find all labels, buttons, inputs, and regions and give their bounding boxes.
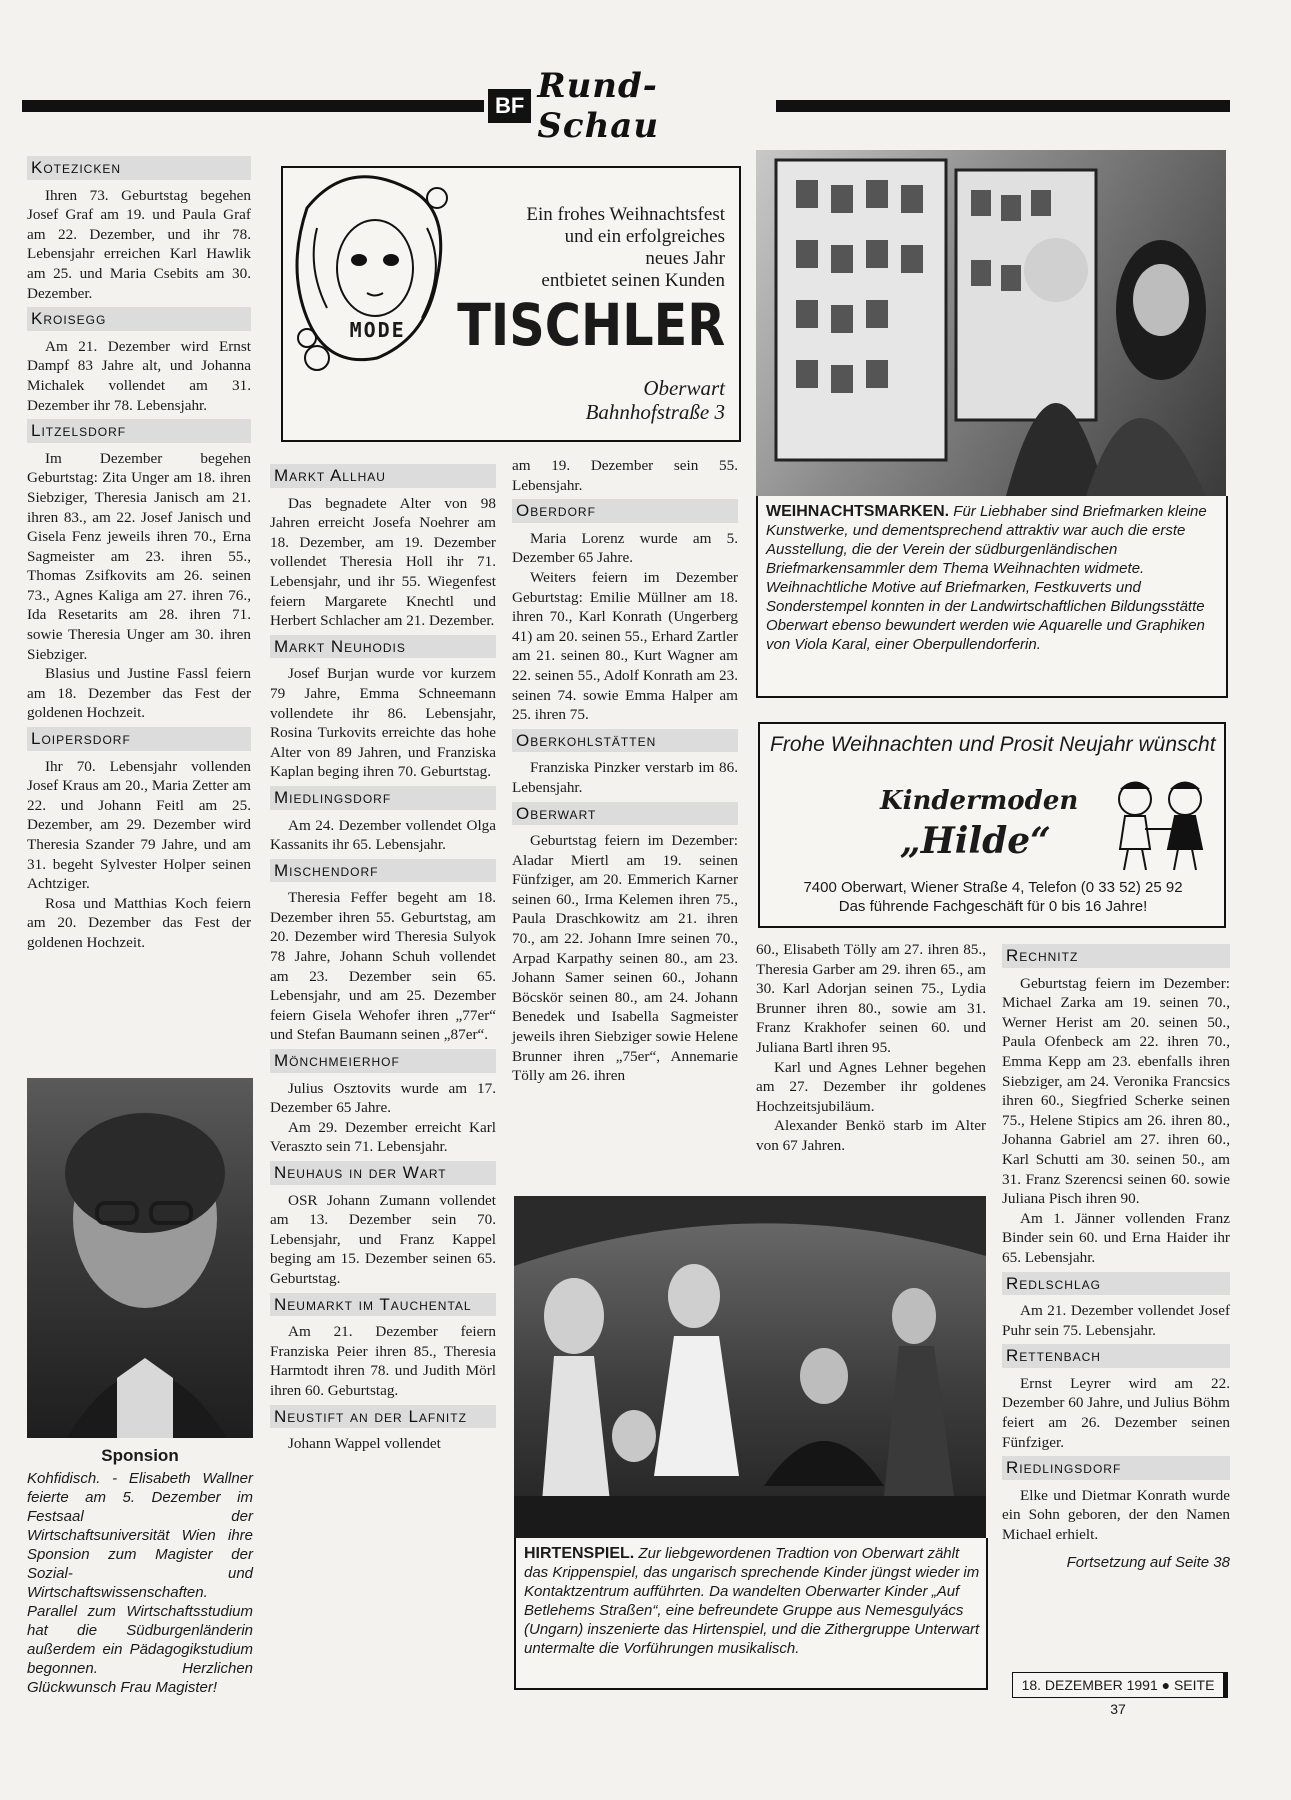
section-text: Franziska Pinzker verstarb im 86. Lebensjahr. <box>512 759 738 796</box>
caption-text: Zur liebgewordenen Tradtion von Oberwart zählt das Krippenspiel, das ungarisch sprechende Kinder jüngst wieder im Kontaktzentrum aufführten. Da wandelten Oberwarter Kinder „Auf Betlehems Straßen“, eine befreundete Gruppe aus Nemesgulyács (Ungarn) inszenierte das Hirtenspiel, und die Zithergruppe Unterwart untermalte die Vorführungen musikalisch. <box>524 1545 980 1657</box>
section-head: Loipersdorf <box>27 727 251 751</box>
section-head: Oberwart <box>512 802 738 826</box>
stamp-exhibition-illustration <box>756 150 1226 496</box>
ad1-brand-name: TISCHLER <box>457 291 725 359</box>
caption-lead: WEIHNACHTSMARKEN. <box>766 503 950 520</box>
section-text: Ihr 70. Lebensjahr vollenden Josef Kraus am 20., Maria Zetter am 22. und Johann Feitl am 25. Dezember, am 29. Dezember wird Theresia Szander 79 Jahre, und am 31. begeht Sylvester Holper seinen Achtziger. <box>27 757 251 893</box>
section-text: Theresia Feffer begeht am 18. Dezember ihren 55. Geburtstag, am 20. Dezember wird Theresia Sulyok 78 Jahre, Johann Schuh vollendet am 23. Dezember sein 65. Lebensjahr, und am 25. Dezember feiern Gisela Wehofer ihren „77er“ und Stefan Baumann seinen „87er“. <box>270 889 496 1044</box>
ad2-brand-line2: „Hilde“ <box>900 820 1051 862</box>
page-footer <box>1012 1672 1228 1717</box>
continuation-note: Fortsetzung auf Seite 38 <box>1066 1553 1230 1571</box>
section-text: Julius Osztovits wurde am 17. Dezember 65 Jahre. <box>270 1079 496 1117</box>
section-head: Litzelsdorf <box>27 419 251 443</box>
masthead-rule-left <box>22 100 484 112</box>
sponsion-caption <box>27 1446 253 1697</box>
section-text: Josef Burjan wurde vor kurzem 79 Jahre, Emma Schneemann vollendete ihr 86. Lebensjahr, Rosina Turkovits erreichte das hohe Alter von 89 Jahren, und Franziska Kaplan beging ihren 70. Geburtstag. <box>270 665 496 781</box>
section-text: Am 21. Dezember feiern Franziska Peier ihren 85., Theresia Harmtodt ihren 78. und Judith Mörl ihren 60. Geburtstag. <box>270 1323 496 1399</box>
ad2-address: 7400 Oberwart, Wiener Straße 4, Telefon (0 33 52) 25 92 <box>803 879 1183 896</box>
section-text: OSR Johann Zumann vollendet am 13. Dezember sein 70. Lebensjahr, und Franz Kappel beging am 15. Dezember seinen 65. Geburtstag. <box>270 1191 496 1287</box>
ad1-street: Bahnhofstraße 3 <box>585 400 725 424</box>
section-text: Am 21. Dezember vollendet Josef Puhr sein 75. Lebensjahr. <box>1002 1302 1230 1339</box>
ad1-city: Oberwart <box>643 376 725 400</box>
page-footer-text: 18. DEZEMBER 1991 ● SEITE 37 <box>1021 1677 1215 1717</box>
section-head: Rettenbach <box>1002 1344 1230 1368</box>
masthead-logo: BF <box>488 89 531 123</box>
section-head: Riedlingsdorf <box>1002 1456 1230 1480</box>
section-head: Kotezicken <box>27 156 251 180</box>
ad1-brand <box>349 290 725 359</box>
section-text: Im Dezember begehen Geburtstag: Zita Unger am 18. ihren Siebziger, Theresia Janisch am 21. ihren 83., am 22. Josef Janisch und Gisela Fenz jeweils ihren 70., Erna Sagmeister am 23. ihren 55., Thomas Zsifkovits am 26. seinen 73., Agnes Kaliga am 27. ihren 76., Ida Resetarits am 28. ihren 71. sowie Theresia Unger am 30. ihren Siebziger. <box>27 449 251 663</box>
caption-text: Für Liebhaber sind Briefmarken kleine Kunstwerke, und dementsprechend attraktiv war auch die erste Ausstellung, die der Verein der südburgenländischen Briefmarkensammler dem Thema Weihnachten widmete. Weihnachtliche Motive auf Briefmarken, Festkuverts und Sonderstempel konnten in der Landwirtschaftlichen Bildungsstätte Oberwart ebenso bewundert werden wie Aquarelle und Graphiken von Viola Karal, einer Oberpullendorferin. <box>766 503 1207 653</box>
stamp-exhibition-photo <box>756 150 1226 496</box>
masthead-title: Rund-Schau <box>537 66 660 146</box>
section-head: Oberdorf <box>512 499 738 523</box>
section-text: Alexander Benkö starb im Alter von 67 Jahren. <box>756 1117 986 1154</box>
column-2 <box>270 460 496 1454</box>
section-text: Ihren 73. Geburtstag begehen Josef Graf am 19. und Paula Graf am 22. Dezember, und ihr 78. Lebensjahr erreichen Karl Hawlik am 25. und Maria Csebits am 30. Dezember. <box>27 186 251 302</box>
ad-kindermoden-hilde <box>758 722 1226 928</box>
section-head: Markt Neuhodis <box>270 635 496 659</box>
section-text: Das begnadete Alter von 98 Jahren erreicht Josefa Noehrer am 18. Dezember, am 19. Dezember vollendet Theresia Holl ihr 71. Lebensjahr, und ihr 55. Wiegenfest feiern Margarete Knechtl und Herbert Schlacher am 21. Dezember. <box>270 494 496 630</box>
section-head: Rechnitz <box>1002 944 1230 968</box>
section-text: Weiters feiern im Dezember Geburtstag: Emilie Müllner am 18. ihren 70., Karl Konrath (Ungerberg 41) am 20. seinen 55., Erhard Zartler am 21. seinen 80., Kurt Wagner am 22. seinen 55., Adolf Konrath am 23. seinen 74. sowie Emma Halper am 25. ihren 75. <box>512 568 738 724</box>
section-text: Geburtstag feiern im Dezember: Michael Zarka am 19. seinen 70., Werner Herist am 20. seinen 50., Paula Ofenbeck am 22. ihren 70., Emma Kepp am 23. ebenfalls ihren Siebziger, am 24. Veronika Francsics ihren 60., Siegfried Scherke seinen 75., Helene Stipics am 26. ihren 80., Johanna Gabriel am 27. ihren 60., Karl Schutti am 30. seinen 50., am 31. Franz Szerencsi seinen 60. sowie Juliana Pisch ihren 90. <box>1002 974 1230 1208</box>
ad1-line2: und ein erfolgreiches <box>564 226 725 247</box>
section-text: Johann Wappel vollendet <box>288 1435 441 1453</box>
column-5 <box>1002 940 1230 1572</box>
section-head: Mischendorf <box>270 859 496 883</box>
column-3 <box>512 456 738 1086</box>
ad1-line4: entbietet seinen Kunden <box>541 270 725 291</box>
portrait-photo <box>27 1078 253 1438</box>
section-head: Neumarkt im Tauchental <box>270 1293 496 1317</box>
section-head: Mönchmeierhof <box>270 1049 496 1073</box>
section-head: Neustift an der Lafnitz <box>270 1405 496 1429</box>
section-text: Rosa und Matthias Koch feiern am 20. Dezember das Fest der goldenen Hochzeit. <box>27 894 251 951</box>
stamp-exhibition-caption-box <box>756 496 1228 698</box>
nativity-play-photo <box>514 1196 986 1538</box>
masthead <box>488 66 768 146</box>
column-1 <box>27 152 251 953</box>
section-head: Oberkohlstätten <box>512 729 738 753</box>
ad2-headline: Frohe Weihnachten und Prosit Neujahr wünscht <box>770 733 1216 756</box>
caption-lead: HIRTENSPIEL. <box>524 1545 635 1562</box>
ad2-brand-line1: Kindermoden <box>880 786 1079 816</box>
section-text: Am 24. Dezember vollendet Olga Kassanits ihr 65. Lebensjahr. <box>270 816 496 854</box>
ad-girl-illustration <box>287 168 457 388</box>
ad2-footer <box>770 878 1216 916</box>
section-text: Karl und Agnes Lehner begehen am 27. Dezember ihr goldenes Hochzeitsjubiläum. <box>756 1058 986 1115</box>
section-text: Am 29. Dezember erreicht Karl Veraszto sein 71. Lebensjahr. <box>270 1118 496 1156</box>
section-text: Geburtstag feiern im Dezember: Aladar Miertl am 19. seinen Fünfziger, am 20. Emmerich Karner seinen 60., Irma Kelemen ihren 75., Paula Draschkowitz am 21. ihren 70., am 22. Johann Imre seinen 70., Arpad Karpathy seinen 80., am 23. Johann Samer seinen 60., Johann Böcskör seinen 80., am 24. Johann Benedek und Isabella Sagmeister jeweils ihren Siebziger sowie Helene Brunner ihren „75er“, Annemarie Tölly am 26. ihren <box>512 832 738 1085</box>
section-text: Maria Lorenz wurde am 5. Dezember 65 Jahre. <box>512 529 738 567</box>
portrait-illustration <box>27 1078 253 1438</box>
section-text: Blasius und Justine Fassl feiern am 18. Dezember das Fest der goldenen Hochzeit. <box>27 665 251 722</box>
nativity-play-caption-box <box>514 1538 988 1690</box>
stamp-exhibition-caption <box>766 502 1220 654</box>
ad1-message <box>465 204 725 292</box>
column-4 <box>756 940 986 1156</box>
ad2-children-illustration <box>1100 774 1220 874</box>
section-head: Miedlingsdorf <box>270 786 496 810</box>
ad-mode-tischler <box>281 166 741 442</box>
sponsion-title: Sponsion <box>101 1446 179 1465</box>
ad1-line1: Ein frohes Weihnachtsfest <box>526 204 725 225</box>
section-text: Ernst Leyrer wird am 22. Dezember 60 Jahre, und Julius Böhm feiert am 26. Dezember seinen Fünfziger. <box>1002 1374 1230 1451</box>
nativity-play-caption <box>524 1544 980 1658</box>
masthead-rule-right <box>776 100 1230 112</box>
section-head: Kroisegg <box>27 307 251 331</box>
section-text: Am 1. Jänner vollenden Franz Binder sein 60. und Erna Haider ihr 65. Lebensjahr. <box>1002 1209 1230 1266</box>
section-text: Am 21. Dezember wird Ernst Dampf 83 Jahre alt, und Johanna Michalek vollendet am 31. Dezember ihr 78. Lebensjahr. <box>27 337 251 414</box>
ad2-slogan: Das führende Fachgeschäft für 0 bis 16 Jahre! <box>838 898 1148 915</box>
section-text: am 19. Dezember sein 55. Lebensjahr. <box>512 457 738 494</box>
ad1-line3: neues Jahr <box>645 248 725 269</box>
sponsion-text: Kohfidisch. - Elisabeth Wallner feierte am 5. Dezember im Festsaal der Wirtschaftsuniversität Wien ihre Sponsion zum Magister der Sozial- und Wirtschaftswissenschaften. Parallel zum Wirtschaftsstudium hat die Südburgenländerin außerdem ein Pädagogikstudium begonnen. Herzlichen Glückwunsch Frau Magister! <box>27 1470 253 1696</box>
section-head: Neuhaus in der Wart <box>270 1161 496 1185</box>
section-text: 60., Elisabeth Tölly am 27. ihren 85., Theresia Garber am 29. ihren 65., am 30. Karl Adorjan seinen 75., Lydia Brunner ihren 80., sowie am 31. Franz Krakhofer seinen 60. und Juliana Bartl ihren 95. <box>756 941 986 1056</box>
ad1-brand-small: MODE <box>349 318 406 342</box>
nativity-play-illustration <box>514 1196 986 1538</box>
section-head: Markt Allhau <box>270 464 496 488</box>
section-head: Redlschlag <box>1002 1272 1230 1296</box>
section-text: Elke und Dietmar Konrath wurde ein Sohn geboren, der den Namen Michael erhielt. <box>1002 1486 1230 1544</box>
ad1-address <box>586 376 725 424</box>
